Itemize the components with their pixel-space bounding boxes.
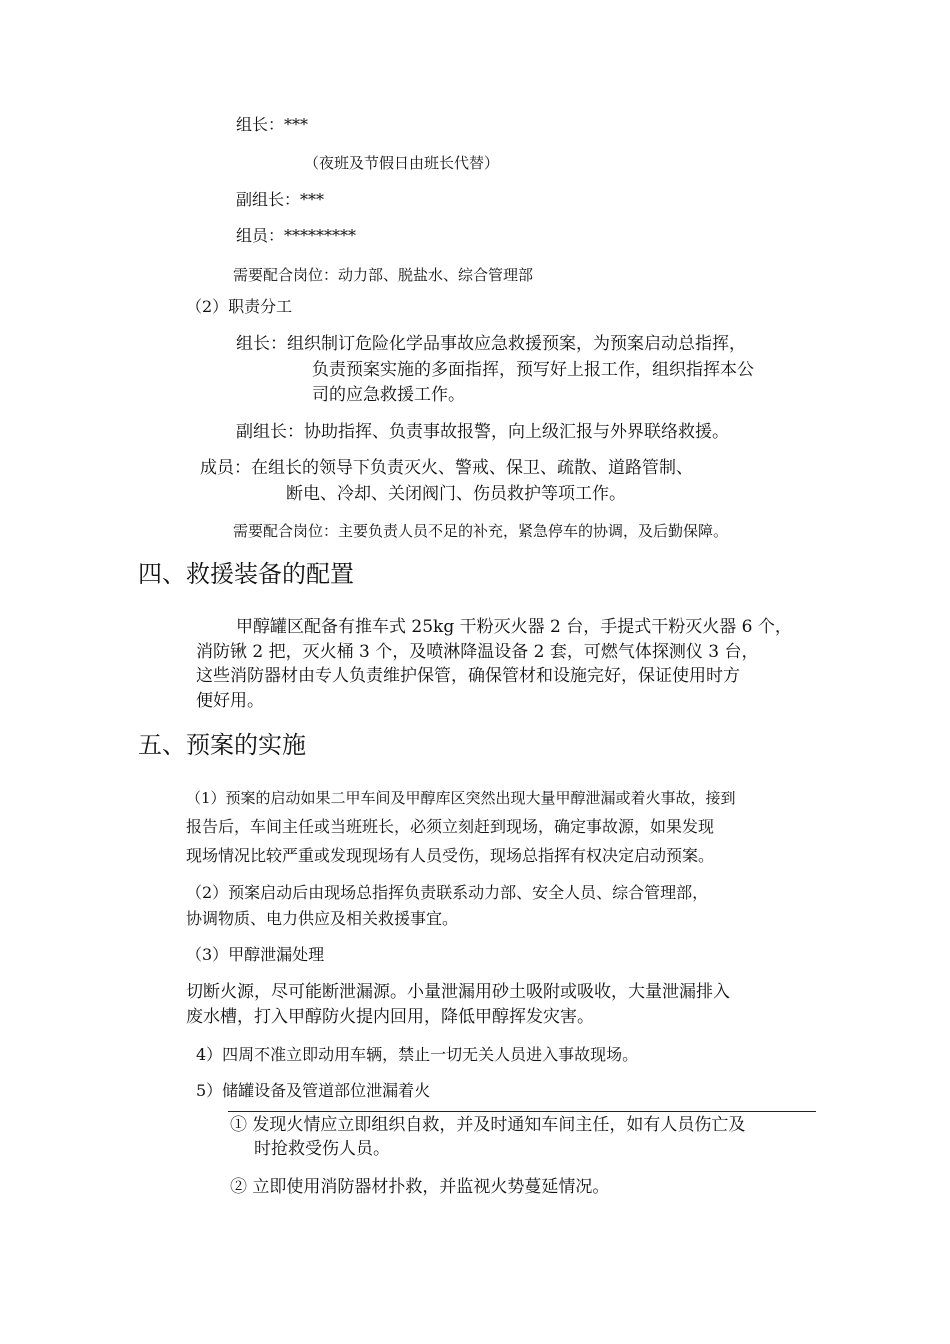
item1-l1: （1）预案的启动如果二甲车间及甲醇库区突然出现大量甲醇泄漏或着火事故，接到: [186, 789, 736, 807]
section4-p-l3: 这些消防器材由专人负责维护保管，确保管材和设施完好，保证使用时方: [196, 666, 740, 686]
duties-title: （2）职责分工: [186, 297, 293, 316]
item3-title: （3）甲醇泄漏处理: [186, 945, 325, 964]
section5-heading: 五、预案的实施: [138, 731, 306, 759]
item3-l1: 切断火源，尽可能断泄漏源。小量泄漏用砂土吸附或吸收，大量泄漏排入: [186, 982, 730, 1002]
leader-line: 组长：***: [236, 115, 309, 134]
duties-leader-l1: 组长：组织制订危险化学品事故应急救援预案，为预案启动总指挥，: [236, 334, 746, 354]
subitem1-l1: ① 发现火情应立即组织自救，并及时通知车间主任，如有人员伤亡及: [230, 1115, 746, 1135]
section4-p-l4: 便好用。: [196, 691, 264, 711]
duties-coop: 需要配合岗位：主要负责人员不足的补充，紧急停车的协调，及后勤保障。: [233, 522, 729, 540]
item4: 4）四周不准立即动用车辆，禁止一切无关人员进入事故现场。: [196, 1045, 639, 1064]
section4-heading: 四、救援装备的配置: [138, 560, 354, 588]
item1-l3: 现场情况比较严重或发现现场有人员受伤，现场总指挥有权决定启动预案。: [186, 846, 715, 865]
duties-deputy: 副组长：协助指挥、负责事故报警，向上级汇报与外界联络救援。: [236, 422, 729, 442]
members-line: 组员：*********: [236, 226, 357, 245]
item3-l2: 废水槽，打入甲醇防火提内回用，降低甲醇挥发灾害。: [186, 1007, 594, 1027]
leader-note: （夜班及节假日由班长代替）: [304, 154, 500, 172]
item5: 5）储罐设备及管道部位泄漏着火: [196, 1081, 431, 1100]
section4-p-l2: 消防锹 2 把，灭火桶 3 个，及喷淋降温设备 2 套，可燃气体探测仪 3 台，: [196, 642, 759, 662]
duties-leader-l2: 负责预案实施的多面指挥，预写好上报工作，组织指挥本公: [312, 360, 754, 380]
subitem2: ② 立即使用消防器材扑救，并监视火势蔓延情况。: [230, 1177, 610, 1197]
subitem1-l2: 时抢救受伤人员。: [254, 1139, 390, 1159]
deputy-line: 副组长：***: [236, 190, 325, 209]
item1-l2: 报告后，车间主任或当班班长，必须立刻赶到现场，确定事故源，如果发现: [186, 817, 715, 836]
section4-p-l1: 甲醇罐区配备有推车式 25kg 干粉灭火器 2 台，手提式干粉灭火器 6 个，: [236, 617, 792, 637]
duties-members-l2: 断电、冷却、关闭阀门、伤员救护等项工作。: [286, 484, 626, 504]
duties-members-l1: 成员：在组长的领导下负责灭火、警戒、保卫、疏散、道路管制、: [200, 458, 693, 478]
duties-leader-l3: 司的应急救援工作。: [312, 385, 465, 405]
item2-l2: 协调物质、电力供应及相关救援事宜。: [186, 909, 459, 928]
coop-line: 需要配合岗位：动力部、脱盐水、综合管理部: [233, 266, 534, 284]
item2-l1: （2）预案启动后由现场总指挥负责联系动力部、安全人员、综合管理部，: [186, 883, 709, 902]
